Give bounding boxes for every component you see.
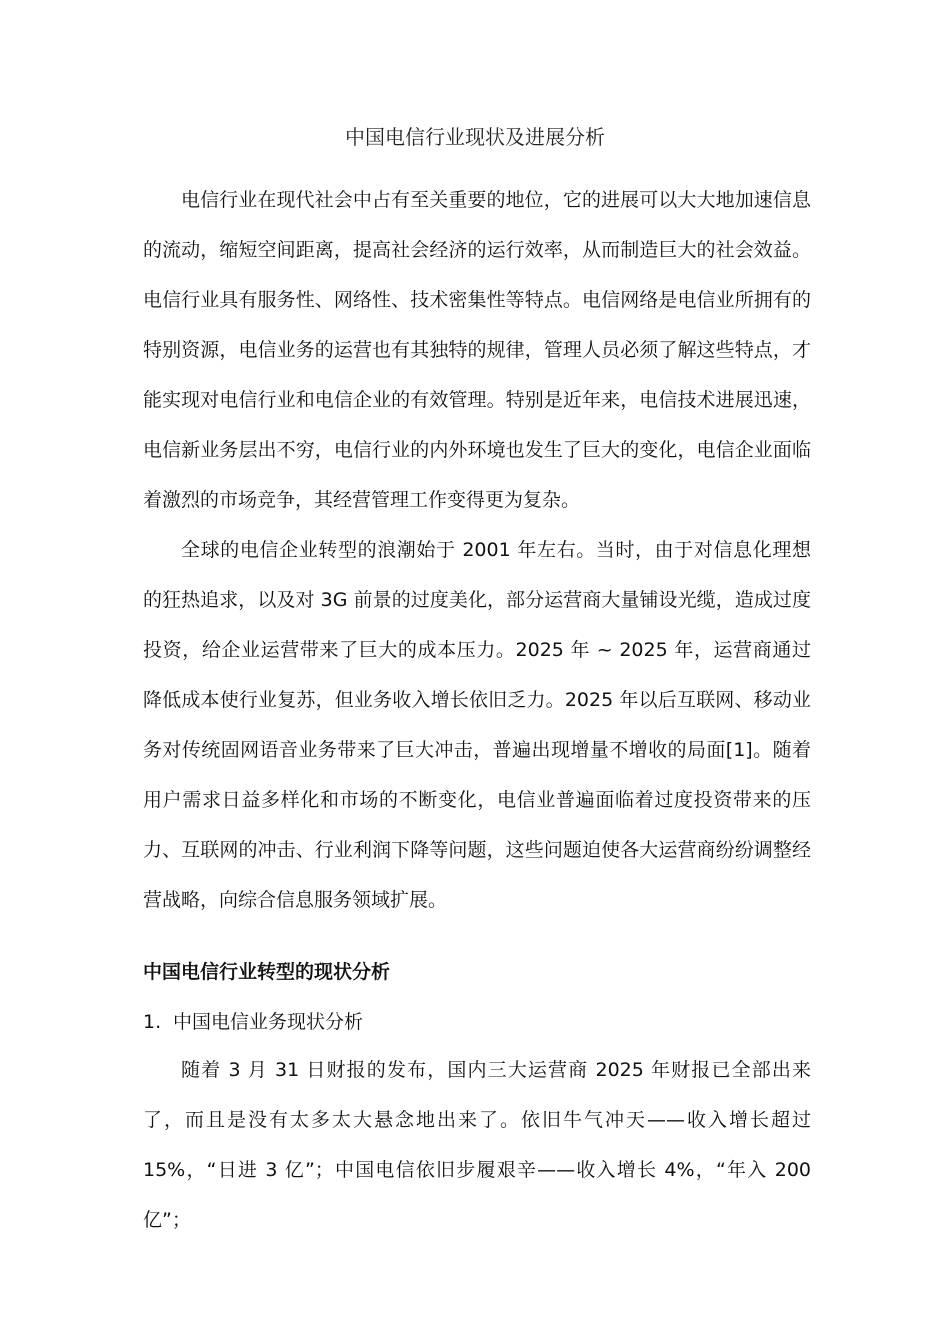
paragraph-3: 随着 3 月 31 日财报的发布，国内三大运营商 2025 年财报已全部出来了，而且是没有太多太大悬念地出来了。依旧牛气冲天——收入增长超过 15%，“日进 3 亿”；中国电信依旧步履艰辛——收入增长 4%，“年入 200 亿”；: [143, 1059, 811, 1231]
document-title: 中国电信行业现状及进展分析: [345, 125, 605, 149]
sub-heading: [143, 1008, 363, 1036]
paragraph-2: 全球的电信企业转型的浪潮始于 2001 年左右。当时，由于对信息化理想的狂热追求，以及对 3G 前景的过度美化，部分运营商大量铺设光缆，造成过度投资，给企业运营带来了巨大的成本压力。2025 年 ~ 2025 年，运营商通过降低成本使行业复苏，但业务收入增长依旧乏力。2025 年以后互联网、移动业务对传统固网语音业务带来了巨大冲击，普遍出现增量不增收的局面[1]。随着用户需求日益多样化和市场的不断变化，电信业普遍面临着过度投资带来的压力、互联网的冲击、行业利润下降等问题，这些问题迫使各大运营商纷纷调整经营战略，向综合信息服务领域扩展。: [143, 539, 811, 911]
sub-heading-text: 中国电信业务现状分析: [173, 1011, 364, 1033]
sub-heading-number: 1.: [143, 1011, 162, 1033]
section-body: [143, 1045, 811, 1245]
intro-body: [143, 175, 811, 925]
paragraph-1: 电信行业在现代社会中占有至关重要的地位，它的进展可以大大地加速信息的流动，缩短空间距离，提高社会经济的运行效率，从而制造巨大的社会效益。电信行业具有服务性、网络性、技术密集性等特点。电信网络是电信业所拥有的特别资源，电信业务的运营也有其独特的规律，管理人员必须了解这些特点，才能实现对电信行业和电信企业的有效管理。特别是近年来，电信技术进展迅速，电信新业务层出不穷，电信行业的内外环境也发生了巨大的变化，电信企业面临着激烈的市场竞争，其经营管理工作变得更为复杂。: [143, 189, 811, 511]
section-heading: 中国电信行业转型的现状分析: [143, 961, 391, 983]
